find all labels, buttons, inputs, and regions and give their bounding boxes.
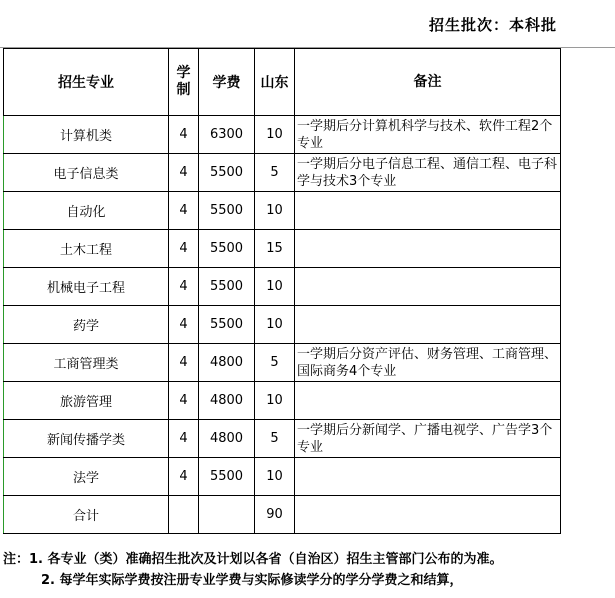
- column-header-years-label: 学 制: [176, 65, 191, 98]
- cell-years: [169, 496, 199, 534]
- cell-fee: 4800: [199, 344, 255, 382]
- cell-major: 自动化: [4, 192, 169, 230]
- cell-years: 4: [169, 154, 199, 192]
- cell-shandong: 5: [255, 154, 295, 192]
- column-header-major: 招生专业: [4, 49, 169, 116]
- table-body: [4, 116, 561, 534]
- cell-shandong: 10: [255, 268, 295, 306]
- cell-fee: 4800: [199, 420, 255, 458]
- cell-years: 4: [169, 116, 199, 154]
- cell-years: 4: [169, 420, 199, 458]
- cell-remarks: [295, 192, 561, 230]
- cell-shandong: 10: [255, 458, 295, 496]
- cell-major: 计算机类: [4, 116, 169, 154]
- cell-major: 电子信息类: [4, 154, 169, 192]
- cell-fee: 4800: [199, 382, 255, 420]
- cell-shandong: 10: [255, 382, 295, 420]
- footnote-1: 注：1. 各专业（类）准确招生批次及计划以各省（自治区）招生主管部门公布的为准。: [3, 552, 503, 567]
- cell-fee: 5500: [199, 230, 255, 268]
- cell-years: 4: [169, 344, 199, 382]
- cell-remarks: [295, 306, 561, 344]
- cell-remarks: 一学期后分计算机科学与技术、软件工程2个专业: [295, 116, 561, 154]
- cell-fee: [199, 496, 255, 534]
- cell-years: 4: [169, 230, 199, 268]
- table-row: [4, 154, 561, 192]
- cell-remarks: [295, 458, 561, 496]
- admission-batch-label: 招生批次：本科批: [428, 16, 557, 34]
- table-row: [4, 230, 561, 268]
- cell-remarks: [295, 496, 561, 534]
- cell-major: 药学: [4, 306, 169, 344]
- cell-years: 4: [169, 458, 199, 496]
- column-header-fee: 学费: [199, 49, 255, 116]
- table-row: [4, 458, 561, 496]
- table-header-row: [4, 49, 561, 116]
- cell-major: 机械电子工程: [4, 268, 169, 306]
- cell-major: 工商管理类: [4, 344, 169, 382]
- cell-major: 合计: [4, 496, 169, 534]
- admission-plan-table: [3, 48, 561, 534]
- cell-remarks: 一学期后分电子信息工程、通信工程、电子科学与技术3个专业: [295, 154, 561, 192]
- table-row: [4, 382, 561, 420]
- table-row: [4, 116, 561, 154]
- cell-fee: 5500: [199, 306, 255, 344]
- cell-major: 土木工程: [4, 230, 169, 268]
- table-row: [4, 192, 561, 230]
- cell-shandong: 10: [255, 116, 295, 154]
- column-header-remarks: 备注: [295, 49, 561, 116]
- cell-fee: 5500: [199, 192, 255, 230]
- cell-remarks: 一学期后分新闻学、广播电视学、广告学3个专业: [295, 420, 561, 458]
- cell-major: 法学: [4, 458, 169, 496]
- cell-remarks: 一学期后分资产评估、财务管理、工商管理、国际商务4个专业: [295, 344, 561, 382]
- column-header-shandong: 山东: [255, 49, 295, 116]
- cell-fee: 5500: [199, 458, 255, 496]
- cell-major: 新闻传播学类: [4, 420, 169, 458]
- cell-remarks: [295, 268, 561, 306]
- cell-shandong: 10: [255, 306, 295, 344]
- column-header-years: [169, 49, 199, 116]
- cell-shandong: 5: [255, 420, 295, 458]
- cell-remarks: [295, 382, 561, 420]
- cell-years: 4: [169, 306, 199, 344]
- cell-years: 4: [169, 382, 199, 420]
- cell-shandong: 15: [255, 230, 295, 268]
- cell-fee: 6300: [199, 116, 255, 154]
- cell-major: 旅游管理: [4, 382, 169, 420]
- cell-shandong: 5: [255, 344, 295, 382]
- cell-fee: 5500: [199, 268, 255, 306]
- table-row: [4, 496, 561, 534]
- footnotes: [3, 549, 615, 591]
- cell-years: 4: [169, 268, 199, 306]
- table-row: [4, 344, 561, 382]
- table-row: [4, 420, 561, 458]
- table-row: [4, 306, 561, 344]
- cell-years: 4: [169, 192, 199, 230]
- cell-shandong: 90: [255, 496, 295, 534]
- cell-remarks: [295, 230, 561, 268]
- cell-fee: 5500: [199, 154, 255, 192]
- table-row: [4, 268, 561, 306]
- cell-shandong: 10: [255, 192, 295, 230]
- footnote-2: 2. 每学年实际学费按注册专业学费与实际修读学分的学分学费之和结算，: [41, 573, 463, 588]
